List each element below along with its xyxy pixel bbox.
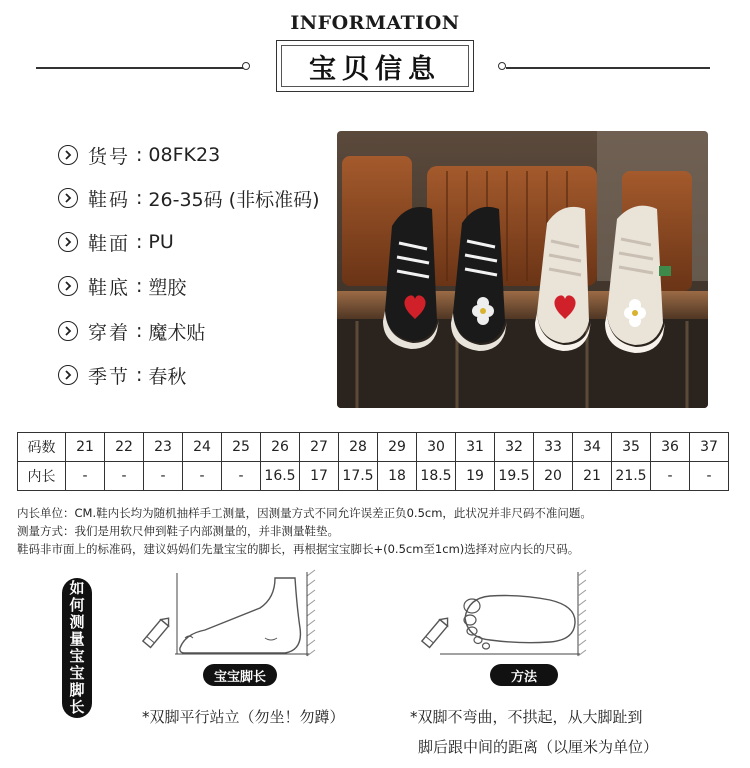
spec-key: 穿着 (88, 321, 131, 344)
length-cell: 16.5 (261, 462, 300, 491)
size-cell: 32 (495, 433, 534, 462)
size-cell: 34 (573, 433, 612, 462)
spec-value: PU (148, 231, 174, 253)
spec-item-article-no: 货号 : 08FK23 (58, 140, 220, 170)
right-caption-line2: 脚后跟中间的距离（以厘米为单位） (418, 738, 659, 756)
spec-value: 春秋 (148, 365, 187, 388)
length-cell: - (105, 462, 144, 491)
spec-value: 塑胶 (148, 276, 187, 299)
spec-item-closure: 穿着 : 魔术贴 (58, 316, 205, 346)
size-cell: 36 (651, 433, 690, 462)
spec-item-sole: 鞋底 : 塑胶 (58, 271, 186, 301)
header-title-cn: 宝贝信息 (281, 45, 469, 87)
spec-key: 鞋面 (88, 232, 131, 255)
length-cell: - (222, 462, 261, 491)
spec-key: 货号 (88, 145, 131, 168)
length-cell: 19 (456, 462, 495, 491)
howto-title-bar (62, 578, 92, 718)
length-cell: 21.5 (612, 462, 651, 491)
chevron-circle-icon (58, 321, 78, 341)
length-cell: 21 (573, 462, 612, 491)
length-cell: - (144, 462, 183, 491)
size-cell: 26 (261, 433, 300, 462)
chevron-circle-icon (58, 188, 78, 208)
length-row (18, 462, 729, 491)
spec-item-upper: 鞋面 : PU (58, 227, 174, 257)
pencil-ruler-icon (137, 612, 177, 652)
foot-length-pill: 宝宝脚长 (203, 664, 277, 686)
row-label-size: 码数 (18, 433, 66, 462)
spec-item-size: 鞋码 : 26-35码 (非标准码) (58, 183, 320, 213)
length-cell: - (66, 462, 105, 491)
header-divider-dot-left (242, 62, 250, 70)
header-divider-left (36, 67, 244, 69)
method-pill: 方法 (490, 664, 558, 686)
size-cell: 27 (300, 433, 339, 462)
length-cell: 17.5 (339, 462, 378, 491)
spec-key: 季节 (88, 365, 131, 388)
length-cell: - (183, 462, 222, 491)
spec-item-season: 季节 : 春秋 (58, 360, 186, 390)
size-cell: 37 (690, 433, 729, 462)
size-table (17, 432, 729, 491)
note-advice: 鞋码非市面上的标准码，建议妈妈们先量宝宝的脚长，再根据宝宝脚长+(0.5cm至1cm)选择对应内长的尺码。 (17, 542, 580, 556)
size-cell: 24 (183, 433, 222, 462)
spec-value: 26-35码 (非标准码) (148, 188, 320, 211)
size-row (18, 433, 729, 462)
chevron-circle-icon (58, 232, 78, 252)
row-label-length: 内长 (18, 462, 66, 491)
spec-key: 鞋底 (88, 276, 131, 299)
note-unit: 内长单位：CM.鞋内长均为随机抽样手工测量，因测量方式不同允许误差正负0.5cm，此状况并非尺码不准问题。 (17, 506, 592, 520)
pencil-ruler-icon (416, 612, 456, 652)
header-divider-right (506, 67, 710, 69)
length-cell: - (651, 462, 690, 491)
size-cell: 29 (378, 433, 417, 462)
length-cell: - (690, 462, 729, 491)
size-cell: 21 (66, 433, 105, 462)
chevron-circle-icon (58, 276, 78, 296)
size-cell: 33 (534, 433, 573, 462)
length-cell: 18.5 (417, 462, 456, 491)
size-cell: 30 (417, 433, 456, 462)
size-cell: 25 (222, 433, 261, 462)
length-cell: 17 (300, 462, 339, 491)
left-caption: *双脚平行站立（勿坐！勿蹲） (142, 708, 345, 726)
header-title-box (276, 40, 474, 92)
length-cell: 18 (378, 462, 417, 491)
size-cell: 28 (339, 433, 378, 462)
header-title-en: INFORMATION (290, 12, 460, 34)
length-cell: 19.5 (495, 462, 534, 491)
size-cell: 23 (144, 433, 183, 462)
right-caption-line1: *双脚不弯曲，不拱起，从大脚趾到 (410, 708, 643, 726)
size-cell: 31 (456, 433, 495, 462)
chevron-circle-icon (58, 145, 78, 165)
size-cell: 22 (105, 433, 144, 462)
spec-value: 08FK23 (148, 144, 221, 166)
chevron-circle-icon (58, 365, 78, 385)
spec-value: 魔术贴 (148, 321, 206, 344)
product-photo (337, 131, 708, 408)
size-cell: 35 (612, 433, 651, 462)
length-cell: 20 (534, 462, 573, 491)
spec-key: 鞋码 (88, 188, 131, 211)
howto-title: 如何测量宝宝脚长 (67, 580, 86, 716)
note-method: 测量方式：我们是用软尺伸到鞋子内部测量的，并非测量鞋垫。 (17, 524, 339, 538)
header-divider-dot-right (498, 62, 506, 70)
